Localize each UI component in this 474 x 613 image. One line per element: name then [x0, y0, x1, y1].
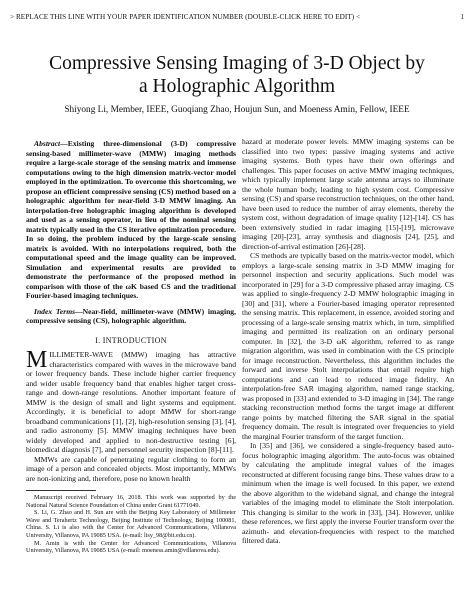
paper-title: [20, 52, 454, 98]
footnote-rule: [26, 490, 96, 491]
body-paragraph-1: hazard at moderate power levels. MMW imaging systems can be classified into two types: passive imaging systems and active imaging systems. Both types have their own offerings and challenges. This paper focuses on active MMW imaging techniques, which typically implement large scale antenna arrays to illuminate the whole human body, leading to high system cost. Compressive sensing (CS) and sparse reconstruction techniques, on the other hand, have been used to reduce the number of array elements, thereby the system cost, without degradation of image quality [12]-[14]. CS has been extensively studied in radar imaging [15]-[19], microwave imaging [20]-[23], array synthesis and diagnosis [24], [25], and direction-of-arrival estimation [26]-[28].: [242, 137, 454, 251]
intro-paragraph-1-text: imaging has attractive characteristics compared with waves in the microwave band or lower frequency bands. These include higher carrier frequency and wider usable frequency band that enables higher target cross-range and down-range resolutions. Another important feature of MMW is the design of small and light systems and equipment. Accordingly, it is beneficial to adopt MMW for short-range broadband communications [1], [2], high-resolution sensing [3], [4], and radio astronomy [5]. MMW imaging techniques have been widely developed and applied to non-destructive testing [6], biomedical diagnosis [7], and personnel security inspection [8]-[11].: [26, 350, 236, 454]
left-column: [26, 139, 236, 555]
title-line-1: Compressive Sensing Imaging of 3-D Object by: [49, 53, 425, 74]
body-paragraph-2: CS methods are typically based on the matrix-vector model, which employs a large-scale sensing matrix in 3-D MMW imaging for personnel inspection and security applications. Such model was incorporated in [29] for a 3-D compressive phased array imaging. CS was applied to single-frequency 2-D MMW holographic imaging in [30] and [31], where a Fourier-based imaging operator represented the sensing matrix. This replacement, in essence, avoided storing and processing of a large-scale sensing matrix which, in turn, simplified imaging and permitted its realization on an ordinary personal computer. In [32], the 3-D ωK algorithm, referred to as range migration algorithm, was used in combination with the CS principle for image reconstruction. Nevertheless, this algorithm includes the forward and inverse Stolt interpolations that entail require high computations and can lead to reduced image fidelity. An interpolation-free SAR imaging algorithm, named range stacking, was proposed in [33] and extended to 3-D imaging in [34]. The range stacking reconstruction method forms the target image at different range points by matched filtering the SAR signal in the spatial frequency domain. The result is integrated over frequencies to yield the marginal Fourier transform of the target function.: [242, 251, 454, 441]
intro-first-word: ILLIMETER-WAVE (MMW): [49, 350, 148, 359]
section-heading: I. INTRODUCTION: [95, 335, 167, 345]
page-number: 1: [460, 13, 464, 21]
index-terms-text: —Near-field, millimeter-wave (MMW) imaging, compressive sensing (CS), holographic algorithm.: [26, 306, 236, 325]
footnote-affiliation-2: M. Amin is with the Center for Advanced Communications, Villanova University, Villanova, PA 19085 USA (e-mail: moeness.amin@villanova.edu).: [26, 539, 236, 555]
abstract: [26, 139, 236, 301]
right-column: [242, 137, 454, 546]
author-list: Shiyong Li, Member, IEEE, Guoqiang Zhao, Houjun Sun, and Moeness Amin, Fellow, IEEE: [64, 105, 410, 115]
title-line-2: a Holographic Algorithm: [138, 76, 336, 97]
index-terms-label: Index Terms: [34, 306, 76, 316]
intro-paragraph-2: MMWs are capable of penetrating regular clothing to form an image of a person and concealed objects. Most importantly, MMWs are non-ionizing and, therefore, pose no known health: [26, 454, 236, 483]
intro-paragraph-1: [26, 347, 236, 455]
body-paragraph-3: In [35] and [36], we considered a single-frequency based auto-focus holographic imaging algorithm. The auto-focus was obtained by calculating the amplitude integral values of the images reconstructed at different focusing range bins. These values draw to a minimum when the image is well focused. In this paper, we extend the above algorithm to the wideband signal, and change the integral variables of the imaging model to eliminate the Stolt interpolation. This changing is similar to the work in [33], [34]. However, unlike these references, we first apply the inverse Fourier transform over the azimuth- and elevation-frequencies with respect to the matched filtered data.: [242, 441, 454, 545]
drop-cap: M: [26, 347, 48, 373]
index-terms: [26, 307, 236, 326]
footnote-affiliation-1: S. Li, G. Zhao and H. Sun are with the Beijing Key Laboratory of Millimeter Wave and Terahertz Technology, Beijing Institute of Technology, Beijing 100081, China. S. Li is also with the Center for Advanced Communications, Villanova University, Villanova, PA 19085 USA. (e-mail: lisy_98@bit.edu.cn).: [26, 509, 236, 539]
abstract-text: —Existing three-dimensional (3-D) compressive sensing-based millimeter-wave (MMW) imaging methods require a large-scale storage of the sensing matrix and immense computations owing to the high dimension matrix-vector model employed in the optimization. To overcome this shortcoming, we propose an efficient compressive sensing (CS) method based on a holographic algorithm for near-field 3-D MMW imaging. An interpolation-free holographic imaging algorithm is developed and used as a sensing operator, in lieu of the nominal sensing matrix typically used in the CS iterative optimization procedure. In so doing, the problem induced by the large-scale sensing matrix is avoided. With no interpolations required, both the computational speed and the image quality can be improved. Simulation and experimental results are provided to demonstrate the performance of the proposed method in comparison with those of the ωK based CS and the traditional Fourier-based imaging techniques.: [26, 139, 236, 300]
footnote-manuscript: Manuscript received February 16, 2018. This work was supported by the National Natural Science Foundation of China under Grant 61771049.: [26, 494, 236, 509]
header-text: > REPLACE THIS LINE WITH YOUR PAPER IDENTIFICATION NUMBER (DOUBLE-CLICK HERE TO EDIT) <: [10, 13, 361, 21]
abstract-label: Abstract: [34, 139, 61, 148]
